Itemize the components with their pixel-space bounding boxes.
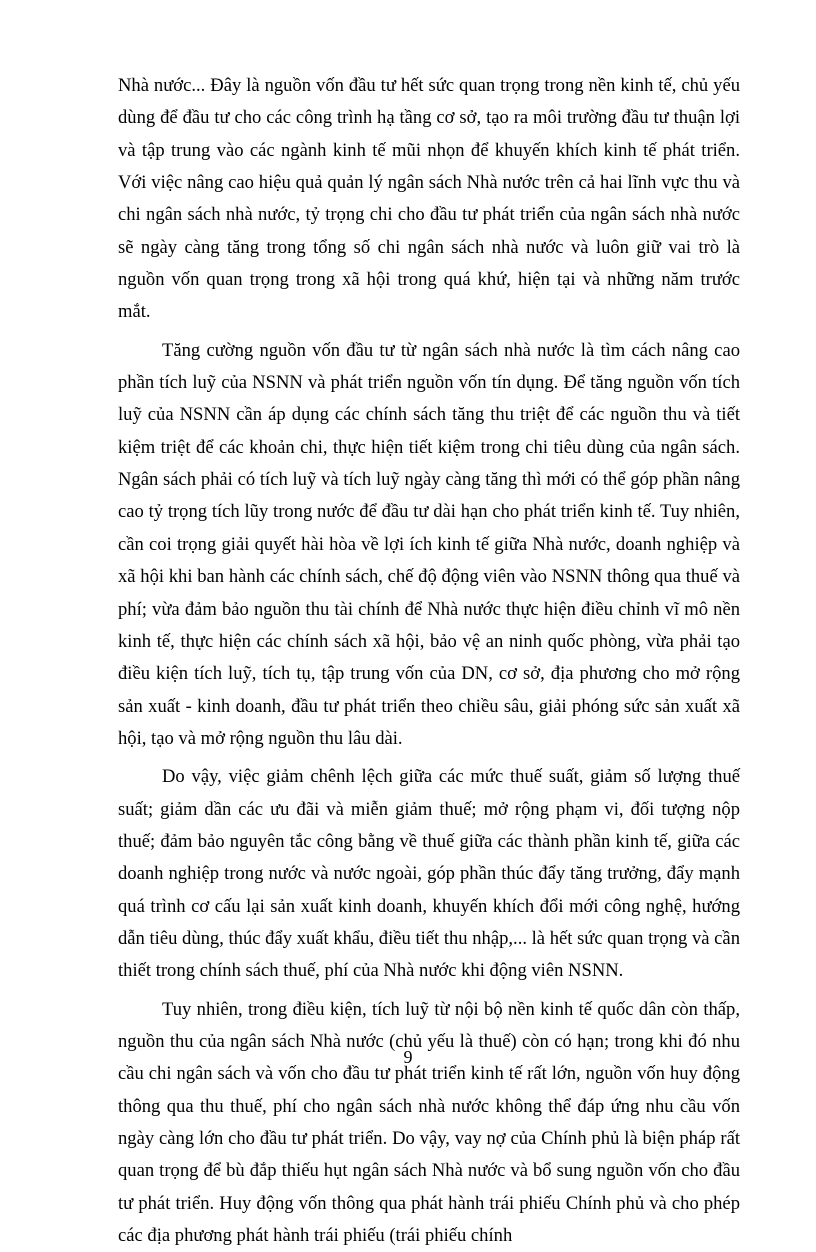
paragraph-4: Tuy nhiên, trong điều kiện, tích luỹ từ nội bộ nền kinh tế quốc dân còn thấp, nguồn thu của ngân sách Nhà nước (chủ yếu là thuế) còn có hạn; trong khi đó nhu cầu chi ngân sách và vốn cho đầu tư phát triển kinh tế rất lớn, nguồn vốn huy động thông qua thu thuế, phí cho ngân sách nhà nước không thể đáp ứng nhu cầu vốn ngày càng lớn cho đầu tư phát triển. Do vậy, vay nợ của Chính phủ là biện pháp rất quan trọng để bù đắp thiếu hụt ngân sách Nhà nước và bổ sung nguồn vốn cho đầu tư phát triển. Huy động vốn thông qua phát hành trái phiếu Chính phủ và cho phép các địa phương phát hành trái phiếu (trái phiếu chính <box>118 998 740 1247</box>
paragraph-2: Tăng cường nguồn vốn đầu tư từ ngân sách nhà nước là tìm cách nâng cao phần tích luỹ của NSNN và phát triển nguồn vốn tín dụng. Để tăng nguồn vốn tích luỹ của NSNN cần áp dụng các chính sách tăng thu triệt để các nguồn thu và tiết kiệm triệt để các khoản chi, thực hiện tiết kiệm trong chi tiêu dùng của ngân sách. Ngân sách phải có tích luỹ và tích luỹ ngày càng tăng thì mới có thể góp phần nâng cao tỷ trọng tích lũy trong nước để đầu tư dài hạn cho phát triển kinh tế. Tuy nhiên, cần coi trọng giải quyết hài hòa về lợi ích kinh tế giữa Nhà nước, doanh nghiệp và xã hội khi ban hành các chính sách, chế độ động viên vào NSNN thông qua thuế và phí; vừa đảm bảo nguồn thu tài chính để Nhà nước thực hiện điều chỉnh vĩ mô nền kinh tế, thực hiện các chính sách xã hội, bảo vệ an ninh quốc phòng, vừa phải tạo điều kiện tích luỹ, tích tụ, tập trung vốn của DN, cơ sở, địa phương cho mở rộng sản xuất - kinh doanh, đầu tư phát triển theo chiều sâu, giải phóng sức sản xuất xã hội, tạo và mở rộng nguồn thu lâu dài. <box>118 339 740 749</box>
paragraph-1: Nhà nước... Đây là nguồn vốn đầu tư hết sức quan trọng trong nền kinh tế, chủ yếu dùng để đầu tư cho các công trình hạ tầng cơ sở, tạo ra môi trường đầu tư thuận lợi và tập trung vào các ngành kinh tế mũi nhọn để khuyến khích kinh tế phát triển. Với việc nâng cao hiệu quả quản lý ngân sách Nhà nước trên cả hai lĩnh vực thu và chi ngân sách nhà nước, tỷ trọng chi cho đầu tư phát triển của ngân sách nhà nước sẽ ngày càng tăng trong tổng số chi ngân sách nhà nước và luôn giữ vai trò là nguồn vốn quan trọng trong xã hội trong quá khứ, hiện tại và những năm trước mắt. <box>118 75 740 323</box>
page-number: 9 <box>403 1047 413 1067</box>
document-body <box>118 70 740 1252</box>
paragraph-3: Do vậy, việc giảm chênh lệch giữa các mức thuế suất, giảm số lượng thuế suất; giảm dần các ưu đãi và miễn giảm thuế; mở rộng phạm vi, đối tượng nộp thuế; đảm bảo nguyên tắc công bằng về thuế giữa các thành phần kinh tế, giữa các doanh nghiệp trong nước và nước ngoài, góp phần thúc đẩy tăng trưởng, đẩy mạnh quá trình cơ cấu lại sản xuất kinh doanh, khuyến khích đổi mới công nghệ, hướng dẫn tiêu dùng, thúc đẩy xuất khẩu, điều tiết thu nhập,... là hết sức quan trọng và cần thiết trong chính sách thuế, phí của Nhà nước khi động viên NSNN. <box>118 766 740 982</box>
